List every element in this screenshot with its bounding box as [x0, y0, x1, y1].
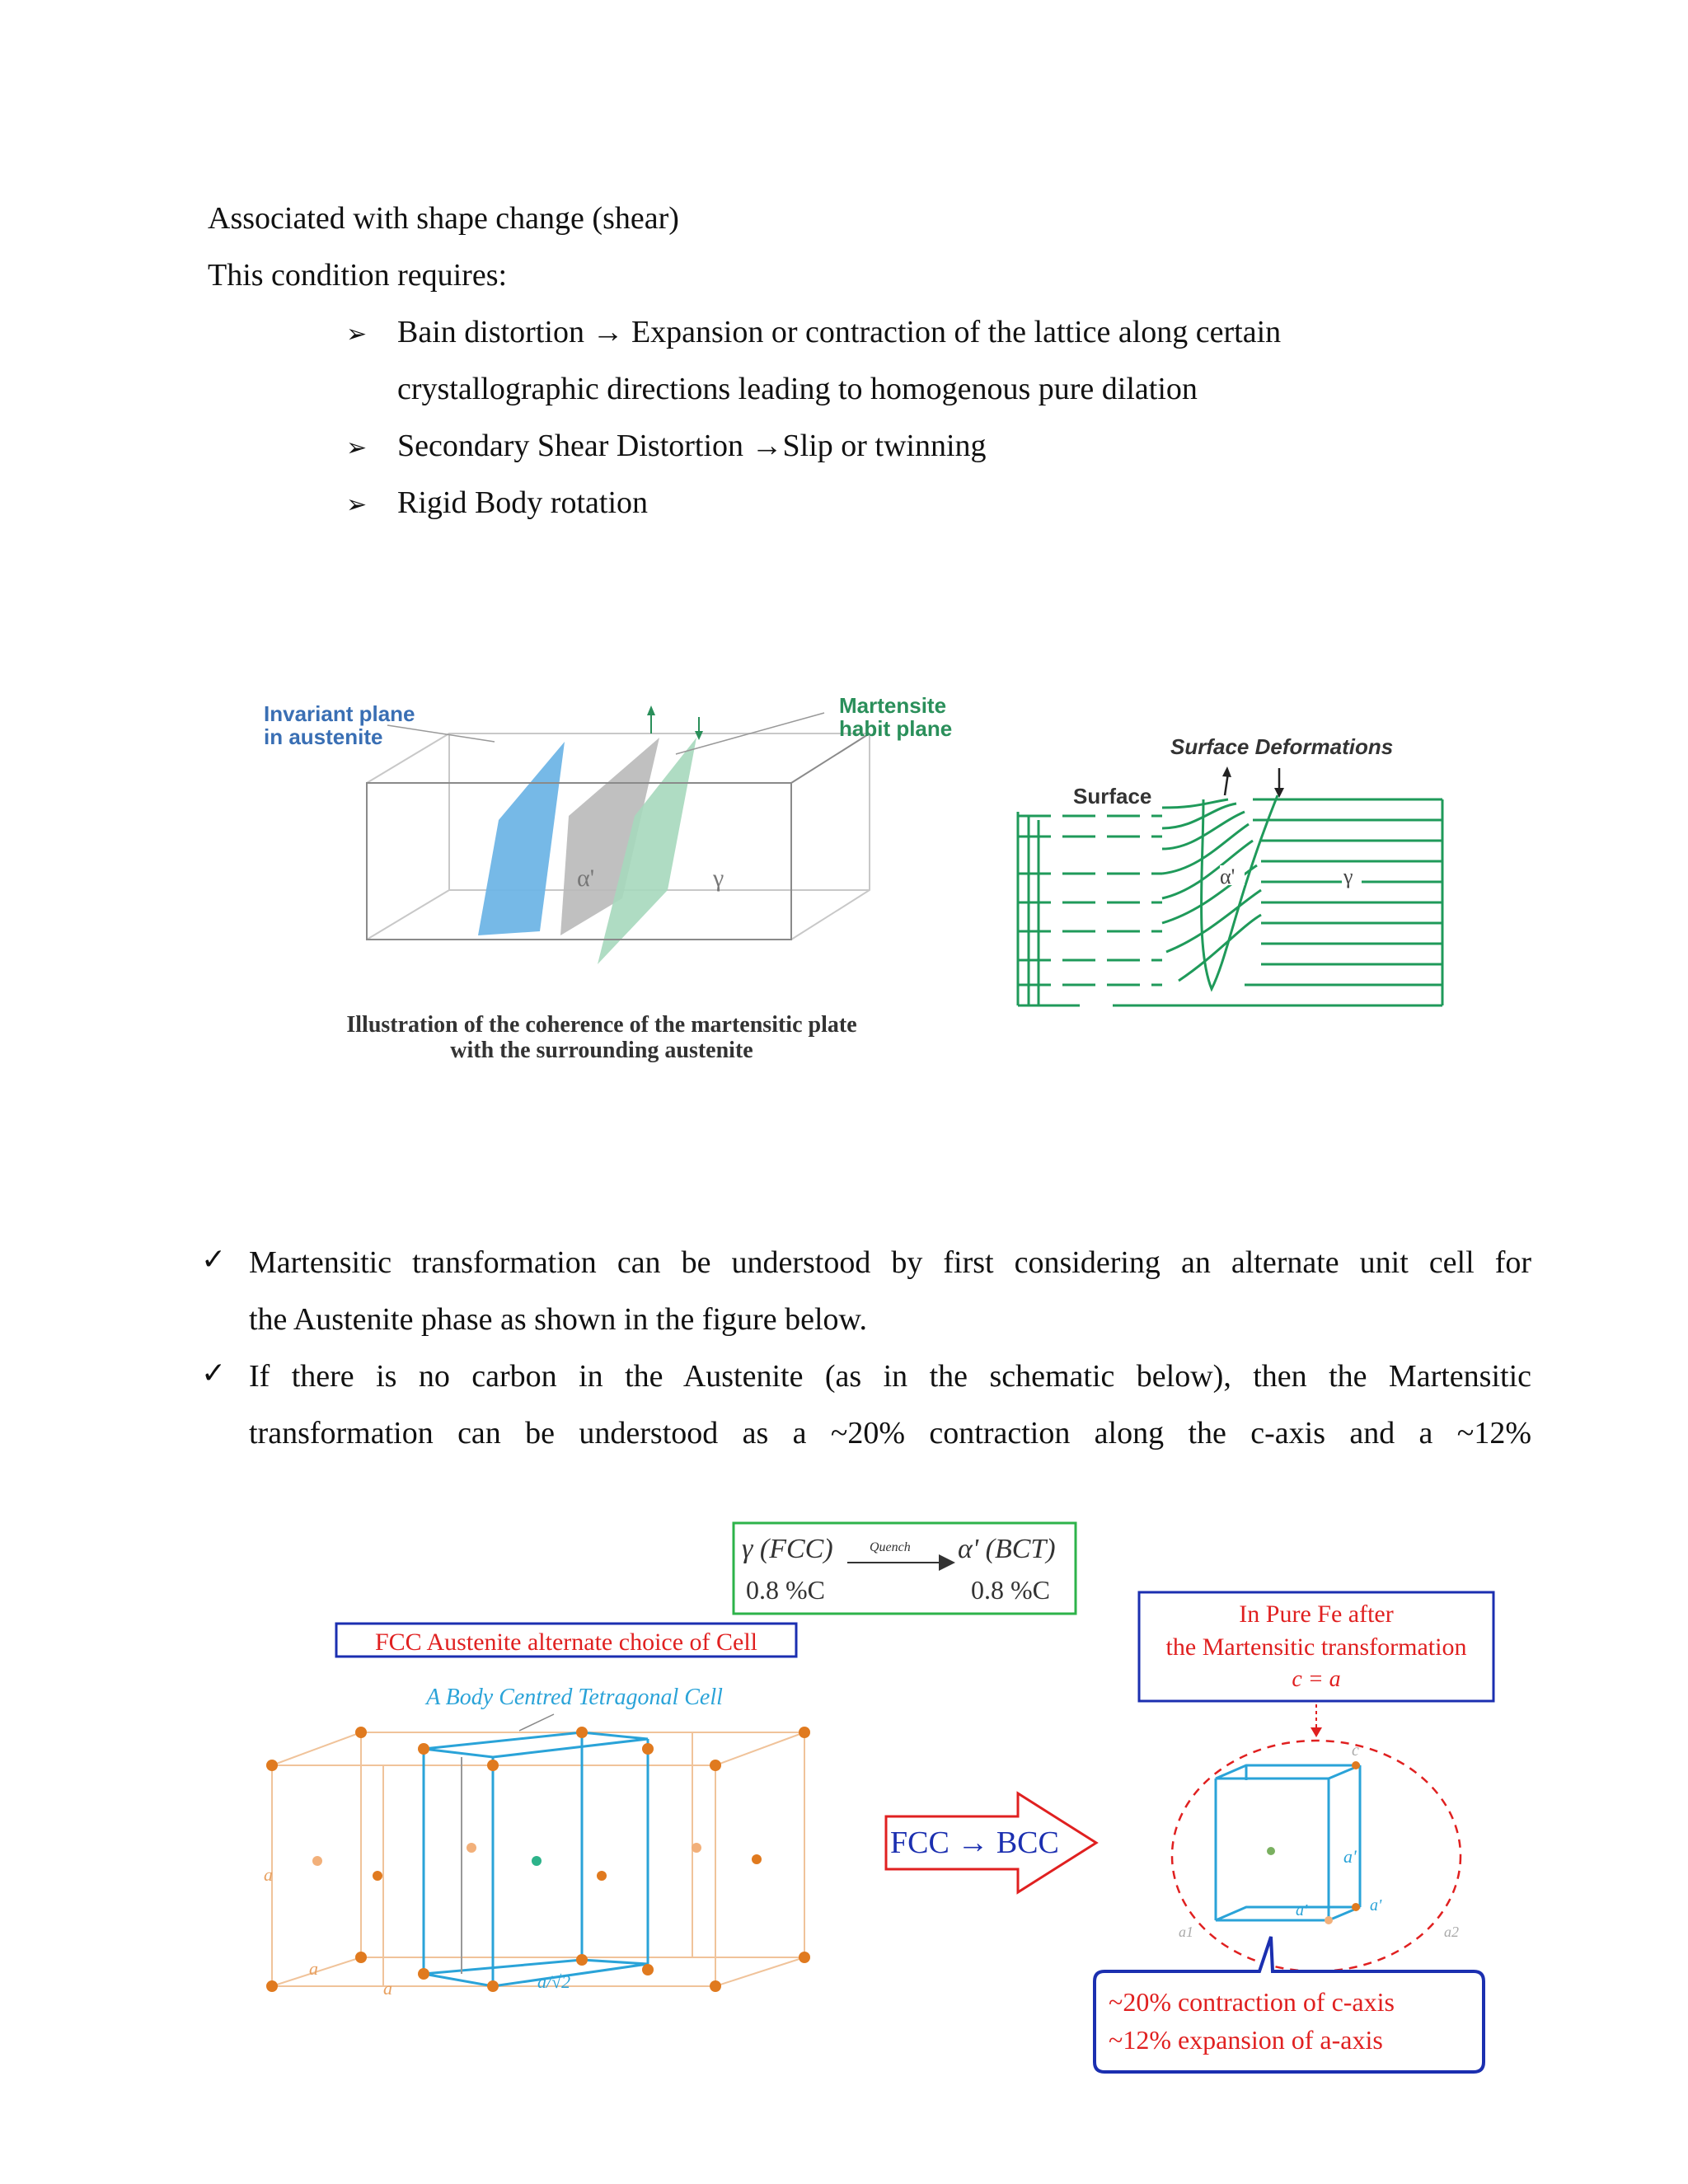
martensite-plate-figure	[247, 692, 973, 1080]
arrow-bullet-icon: ➢	[346, 434, 368, 462]
a-sqrt2-label: a/√2	[537, 1971, 571, 1992]
intro-line-1: Associated with shape change (shear)	[208, 201, 679, 236]
intro-line-2: This condition requires:	[208, 258, 508, 293]
arrow-bullet-icon: ➢	[346, 320, 368, 349]
bct-alpha-label: α' (BCT)	[958, 1534, 1056, 1564]
lattice-a-label: a	[309, 1958, 318, 1979]
lattice-a-label: a	[264, 1864, 273, 1885]
a-prime-label: a'	[1296, 1901, 1308, 1919]
alpha-prime-label: α'	[577, 865, 595, 892]
habit-plane-label: Martensite	[839, 693, 947, 718]
checkmark-icon: ✓	[201, 1357, 227, 1390]
a1-axis-label: a1	[1179, 1924, 1193, 1940]
checkmark-icon: ✓	[201, 1243, 227, 1277]
a2-axis-label: a2	[1444, 1924, 1459, 1940]
check-2-line-1: If there is no carbon in the Austenite (as in the schematic below), then the Martensitic	[249, 1361, 1531, 1394]
gamma-label: γ	[713, 865, 724, 892]
a-prime-label: a'	[1370, 1896, 1382, 1915]
pure-fe-line-3: c = a	[1292, 1666, 1341, 1692]
requirement-3: Rigid Body rotation	[397, 485, 648, 520]
figure1-caption: Illustration of the coherence of the martensitic plate	[346, 1012, 857, 1038]
contraction-label: ~20% contraction of c-axis	[1109, 1987, 1395, 2017]
requirement-1: Bain distortion → Expansion or contraction of the lattice along certain	[397, 315, 1282, 349]
arrow-bullet-icon: ➢	[346, 490, 368, 519]
bcc-cell	[1216, 1765, 1360, 1920]
alt-cell-label: FCC Austenite alternate choice of Cell	[374, 1629, 758, 1656]
alpha-prime-label: α'	[1220, 865, 1236, 888]
habit-plane-label-2: habit plane	[839, 716, 953, 741]
check-1-line-1: Martensitic transformation can be understood by first considering an alternate unit cell for	[249, 1247, 1531, 1280]
a-prime-label: a'	[1343, 1846, 1357, 1867]
surface-label: Surface	[1073, 784, 1152, 808]
quench-label: Quench	[870, 1540, 911, 1554]
pure-fe-line-2: the Martensitic transformation	[1165, 1633, 1467, 1661]
c-axis-label: c	[1352, 1741, 1359, 1760]
fcc-gamma-label: γ (FCC)	[742, 1534, 833, 1564]
expansion-label: ~12% expansion of a-axis	[1109, 2025, 1383, 2055]
invariant-plane-label: Invariant plane	[264, 701, 415, 726]
invariant-plane-label-2: in austenite	[264, 724, 383, 749]
gamma-label: γ	[1343, 865, 1353, 888]
fcc-carbon-label: 0.8 %C	[746, 1575, 825, 1605]
fcc-to-bcc-label: FCC → BCC	[890, 1825, 1059, 1860]
surface-deformations-title: Surface Deformations	[1170, 734, 1394, 759]
requirement-2: Secondary Shear Distortion →Slip or twinning	[397, 429, 987, 463]
lattice-a-label: a	[383, 1978, 392, 1999]
figure1-caption-2: with the surrounding austenite	[450, 1038, 753, 1063]
bct-cell-label: A Body Centred Tetragonal Cell	[426, 1685, 723, 1710]
fcc-to-bct-figure	[247, 1508, 1517, 2176]
check-1-line-2: the Austenite phase as shown in the figure below.	[249, 1302, 867, 1337]
bct-carbon-label: 0.8 %C	[971, 1575, 1050, 1605]
pure-fe-line-1: In Pure Fe after	[1239, 1601, 1394, 1628]
surface-deformation-figure	[1014, 717, 1451, 1014]
check-2-line-2: transformation can be understood as a ~20% contraction along the c-axis and a ~12%	[249, 1418, 1531, 1451]
requirement-1-continued: crystallographic directions leading to homogenous pure dilation	[397, 372, 1198, 406]
